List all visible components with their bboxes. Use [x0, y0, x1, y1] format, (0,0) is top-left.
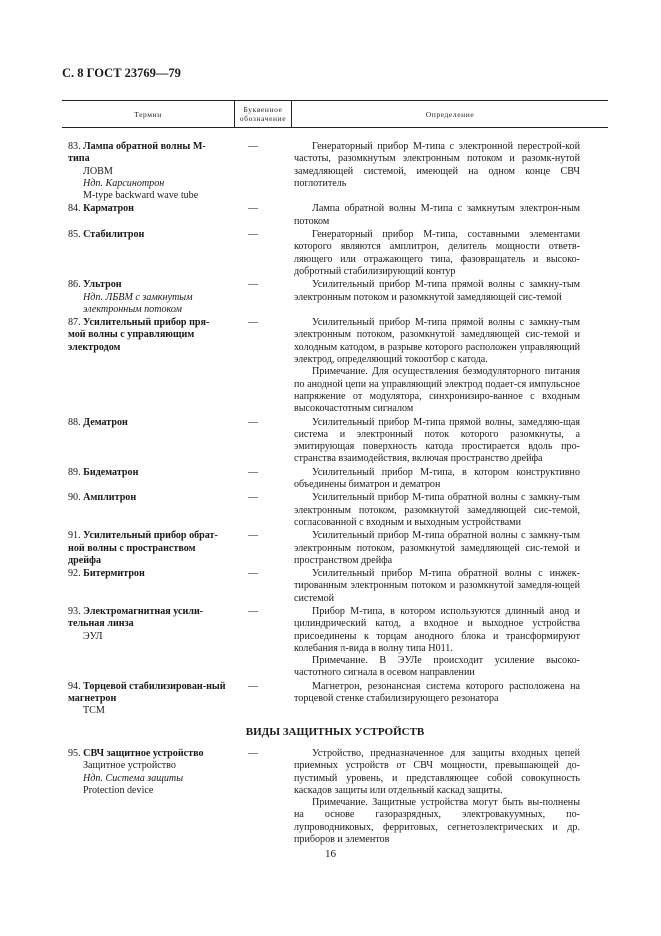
term-cell: [62, 748, 226, 846]
term-name: Стабилитрон: [83, 229, 145, 241]
abbreviation-cell: —: [247, 317, 259, 329]
term-number: 95.: [68, 747, 81, 759]
term-number: 94.: [68, 680, 81, 692]
term-table-body: [62, 141, 608, 847]
term-cell: [62, 606, 226, 680]
section-title: ВИДЫ ЗАЩИТНЫХ УСТРОЙСТВ: [245, 725, 425, 738]
term-cell: [62, 681, 226, 718]
term-entry: [62, 279, 608, 316]
term-entry: [62, 492, 608, 529]
column-header-term: Термин: [134, 109, 162, 119]
definition-cell: [280, 467, 580, 492]
term-cell: [62, 317, 226, 415]
page-header: С. 8 ГОСТ 23769—79: [62, 66, 181, 80]
term-entry: [62, 606, 608, 680]
definition-cell: [280, 141, 580, 202]
term-synonym: Ндп. ЛБВМ с замкнутым электронным потоком: [83, 291, 193, 315]
abbreviation-cell: —: [247, 530, 259, 542]
term-entry: [62, 467, 608, 492]
term-name: Битермитрон: [83, 568, 145, 580]
term-name: Торцевой стабилизирован-ный магнетрон: [68, 680, 226, 705]
term-name: СВЧ защитное устройство: [83, 747, 204, 759]
definition-text: Генераторный прибор М-типа, составными элементами которого являются амплитрон, делитель мощности ответв-ляющего или отражающего типа, фазовращатель и высоко-добротный стабилизирующий контур: [294, 229, 580, 277]
term-number: 90.: [68, 492, 81, 504]
term-synonym: Protection device: [83, 784, 154, 796]
definition-cell: [280, 492, 580, 529]
term-name: Амплитрон: [83, 492, 137, 504]
term-cell: [62, 279, 226, 316]
page-number: 16: [325, 848, 336, 860]
definition-cell: [280, 279, 580, 316]
term-entry: [62, 229, 608, 278]
term-name: Усилительный прибор обрат-ной волны с пространством дрейфа: [68, 530, 218, 566]
term-entry: [62, 203, 608, 228]
entries-list: [62, 141, 608, 718]
term-synonym: Ндп. Система защиты: [83, 772, 184, 784]
definition-cell: [280, 417, 580, 466]
definition-text: Усилительный прибор М-типа прямой волны с замкну-тым электронным потоком, разомкнутой замедляющей сис-темой и холодным катодом, в разрыве которого расположен управляющий электрод, определяющий токоотбор с катода.: [294, 317, 580, 366]
term-synonym: ЛОВМ: [83, 165, 113, 177]
abbreviation-cell: —: [247, 279, 259, 291]
abbreviation-cell: —: [247, 568, 259, 580]
term-number: 88.: [68, 416, 81, 428]
definition-cell: [280, 317, 580, 415]
term-name: Карматрон: [83, 203, 134, 215]
abbreviation-cell: —: [247, 747, 259, 759]
term-entry: [62, 141, 608, 202]
abbreviation-cell: —: [247, 492, 259, 504]
abbreviation-cell: —: [247, 141, 259, 152]
term-entry: [62, 417, 608, 466]
term-number: 89.: [68, 466, 81, 478]
definition-text: Прибор М-типа, в котором используются длинный анод и цилиндрический катод, а входное и выходное устройства присоединены к торцам анодного блока и трансформируют колебания π-вида в волну типа H011.: [294, 605, 580, 654]
term-synonym: M-type backward wave tube: [83, 190, 199, 202]
term-synonym: ТСМ: [83, 705, 105, 717]
definition-cell: [280, 681, 580, 718]
column-header-abbr: Буквенное обозначение: [239, 105, 287, 123]
term-name: Дематрон: [83, 416, 128, 428]
term-name: Усилительный прибор пря-мой волны с управляющим электродом: [68, 317, 210, 353]
term-number: 84.: [68, 203, 81, 215]
term-cell: [62, 492, 226, 529]
term-entry: [62, 317, 608, 415]
term-cell: [62, 229, 226, 278]
definition-text: Магнетрон, резонансная система которого расположена на торцевой стенке стабилизирующего резонатора: [294, 680, 580, 705]
definition-note: Примечание. В ЭУЛе происходит усиление высоко-частотного сигнала в осевом направлении: [294, 655, 580, 679]
term-cell: [62, 530, 226, 567]
term-synonym: Защитное устройство: [83, 760, 176, 772]
term-number: 86.: [68, 279, 81, 291]
definition-note: Примечание. Для осуществления безмодуляторного питания по анодной цепи на управляющий электрод подает-ся импульсное напряжение от модулятора, синхронизиро-ванное с входным высокочастотным сигналом: [294, 366, 580, 415]
abbreviation-cell: —: [247, 229, 259, 241]
term-synonym: ЭУЛ: [83, 630, 103, 642]
term-number: 85.: [68, 229, 81, 241]
term-cell: [62, 568, 226, 605]
definition-cell: [280, 568, 580, 605]
term-cell: [62, 467, 226, 492]
term-entry: [62, 681, 608, 718]
definition-text: Устройство, предназначенное для защиты входных цепей приемных устройств от СВЧ мощности, превышающей до-пустимый уровень, и представляющее собой совокупность каскадов защиты или отдельный каскад защиты.: [294, 747, 580, 796]
definition-text: Усилительный прибор М-типа обратной волны с замкну-тым электронным потоком, разомкнутой замедляющей сис-темой, согласованной с входным и выходным устройствами: [294, 492, 580, 528]
abbreviation-cell: —: [247, 605, 259, 617]
abbreviation-cell: —: [247, 416, 259, 428]
term-name: Электромагнитная усили-тельная линза: [68, 605, 204, 630]
term-entry: [62, 530, 608, 567]
definition-cell: [280, 229, 580, 278]
term-number: 91.: [68, 530, 81, 542]
definition-text: Усилительный прибор М-типа обратной волны с инжек-тированным электронным потоком и разомкнутой замедля-ющей системой: [294, 568, 580, 604]
definition-note: Примечание. Защитные устройства могут быть вы-полнены на основе газоразрядных, электровакуумных, по-лупроводниковых, ферритовых, сегнетоэлектрических и др. приборов и элементов: [294, 797, 580, 846]
term-cell: [62, 417, 226, 466]
abbreviation-cell: —: [247, 203, 259, 215]
term-cell: [62, 141, 226, 202]
definition-text: Усилительный прибор М-типа обратной волны с замкну-тым электронным потоком, разомкнутой замедляющей сис-темой и пространством дрейфа: [294, 530, 580, 566]
term-name: Бидематрон: [83, 466, 139, 478]
term-number: 83.: [68, 141, 81, 152]
section-entries-list: [62, 748, 608, 846]
term-name: Лампа обратной волны М-типа: [68, 141, 206, 165]
term-number: 92.: [68, 568, 81, 580]
definition-text: Усилительный прибор М-типа прямой волны, замедляю-щая система и электронный поток которого разомкнуты, а эмитирующая поверхность катода простирается вдоль про-странства взаимодействия, включая пространство дрейфа: [294, 416, 580, 465]
table-header: [62, 100, 608, 128]
abbreviation-cell: —: [247, 466, 259, 478]
definition-text: Генераторный прибор М-типа с электронной перестрой-кой частоты, разомкнутым электронным потоком и разомк-нутой замедляющей системой, имеющей на одном конце СВЧ поглотитель: [294, 141, 580, 189]
definition-cell: [280, 530, 580, 567]
term-number: 87.: [68, 317, 81, 329]
column-header-definition: Определение: [425, 109, 475, 119]
term-synonym: Ндп. Карсинотрон: [83, 177, 165, 189]
definition-cell: [280, 606, 580, 680]
term-entry: [62, 568, 608, 605]
term-entry: [62, 748, 608, 846]
definition-text: Усилительный прибор М-типа, в котором конструктивно объединены биматрон и дематрон: [294, 466, 580, 491]
definition-text: Усилительный прибор М-типа прямой волны с замкну-тым электронным потоком и разомкнутой замедляющей сис-темой: [294, 279, 580, 303]
definition-cell: [280, 203, 580, 228]
definition-text: Лампа обратной волны М-типа с замкнутым электрон-ным потоком: [294, 203, 580, 227]
abbreviation-cell: —: [247, 680, 259, 692]
term-cell: [62, 203, 226, 228]
term-name: Ультрон: [83, 279, 122, 291]
definition-cell: [280, 748, 580, 846]
term-number: 93.: [68, 605, 81, 617]
